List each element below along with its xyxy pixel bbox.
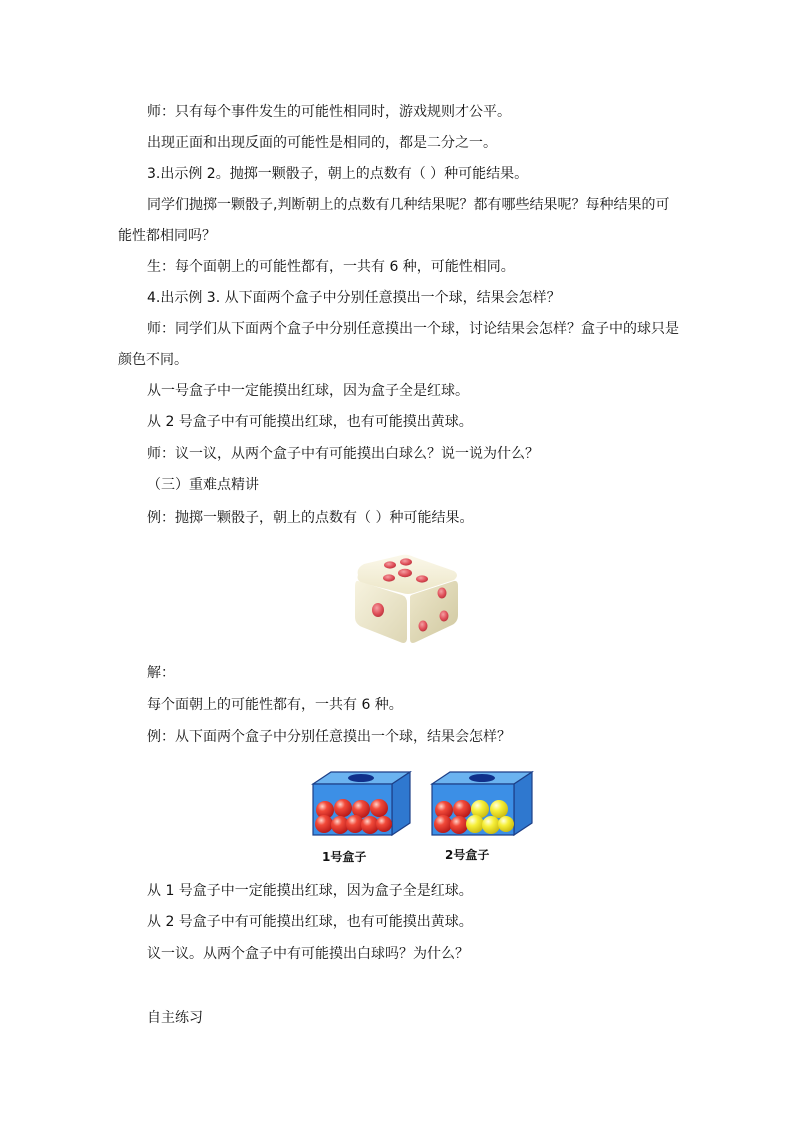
text-line: 每个面朝上的可能性都有，一共有 6 种。 <box>147 697 403 713</box>
text-line: 解： <box>147 665 175 681</box>
text-line: 师：议一议，从两个盒子中有可能摸出白球么？说一说为什么？ <box>147 446 539 462</box>
box-2 <box>432 772 532 835</box>
text-line: 从 2 号盒子中有可能摸出红球，也有可能摸出黄球。 <box>147 414 473 430</box>
section-heading: （三）重难点精讲 <box>147 477 259 493</box>
text-line: 从一号盒子中一定能摸出红球，因为盒子全是红球。 <box>147 383 469 399</box>
text-line: 师：同学们从下面两个盒子中分别任意摸出一个球，讨论结果会怎样？盒子中的球只是 <box>147 321 679 337</box>
text-line: 同学们抛掷一颗骰子,判断朝上的点数有几种结果呢？都有哪些结果呢？每种结果的可 <box>147 197 670 213</box>
section-heading: 自主练习 <box>147 1010 203 1026</box>
text-line: 从 1 号盒子中一定能摸出红球，因为盒子全是红球。 <box>147 883 473 899</box>
box-1 <box>313 772 410 835</box>
text-line: 例：从下面两个盒子中分别任意摸出一个球，结果会怎样？ <box>147 729 511 745</box>
text-line: 议一议。从两个盒子中有可能摸出白球吗？为什么？ <box>147 946 469 962</box>
text-line: 从 2 号盒子中有可能摸出红球，也有可能摸出黄球。 <box>147 914 473 930</box>
text-line: 生：每个面朝上的可能性都有，一共有 6 种，可能性相同。 <box>147 259 515 275</box>
ball-boxes-illustration <box>308 768 540 866</box>
box-1-label: 1号盒子 <box>322 850 367 864</box>
text-line: 4.出示例 3. 从下面两个盒子中分别任意摸出一个球，结果会怎样？ <box>147 290 561 306</box>
dice-illustration <box>350 553 462 645</box>
text-line: 能性都相同吗？ <box>118 228 216 244</box>
text-line: 出现正面和出现反面的可能性是相同的，都是二分之一。 <box>147 135 497 151</box>
text-line: 颜色不同。 <box>118 352 188 368</box>
text-line: 3.出示例 2。抛掷一颗骰子，朝上的点数有（ ）种可能结果。 <box>147 166 529 182</box>
text-line: 例：抛掷一颗骰子，朝上的点数有（ ）种可能结果。 <box>147 510 474 526</box>
box-2-label: 2号盒子 <box>445 848 490 862</box>
text-line: 师：只有每个事件发生的可能性相同时，游戏规则才公平。 <box>147 104 511 120</box>
